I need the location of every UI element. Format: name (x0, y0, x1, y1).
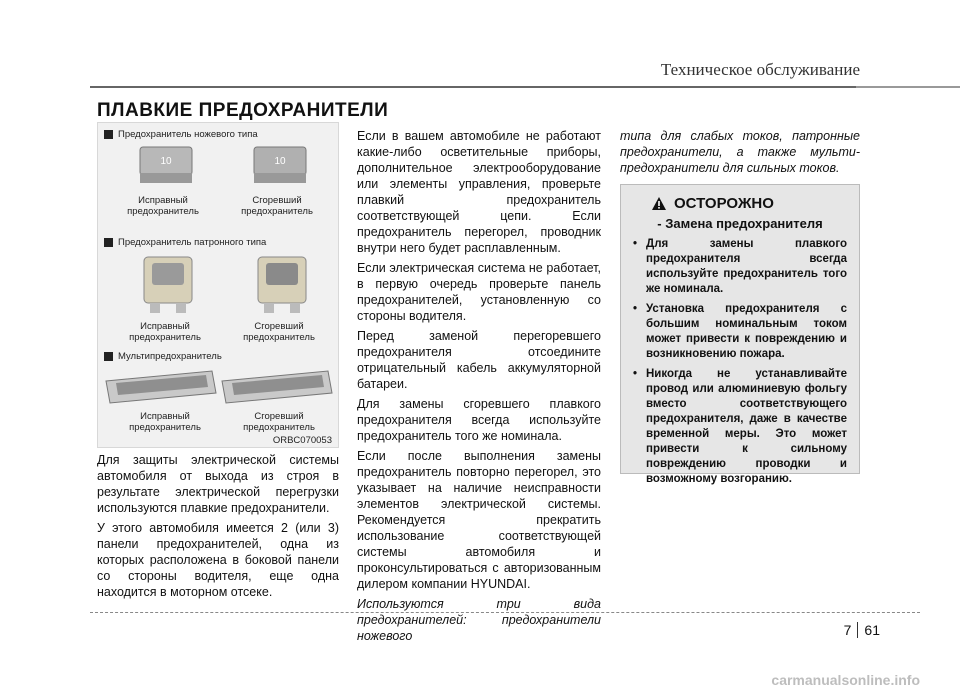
good-fuse-label: Исправный предохранитель (129, 321, 201, 343)
paragraph: Если после выполнения замены предохранитель повторно перегорел, это указывает на наличие неисправности элементов электрической системы. Рекомендуется прекратить использование соответствующей системы автомобиля и проконсультироваться с авторизованным дилером компании HYUNDAI. (357, 449, 601, 591)
page-number-value: 61 (864, 622, 880, 638)
good-fuse-label: Исправный предохранитель (129, 411, 201, 433)
warning-item: • Никогда не устанавливайте провод или алюминиевую фольгу вместо соответствующего предохранителя, даже в качестве временной меры. Это может привести к сильному повреждению проводки и возможному возгоранию. (633, 367, 847, 487)
section-title: ПЛАВКИЕ ПРЕДОХРАНИТЕЛИ (97, 100, 389, 121)
paragraph: Для замены сгоревшего плавкого предохранителя всегда используйте предохранитель того же номинала. (357, 397, 601, 443)
chapter-number: 7 (843, 622, 852, 638)
caption-text: Мультипредохранитель (118, 351, 222, 362)
good-multi-fuse-image (102, 367, 220, 407)
paragraph: У этого автомобиля имеется 2 (или 3) панели предохранителей, одна из которых расположена в боковой панели со стороны водителя, еще одна находится в моторном отсеке. (97, 521, 339, 599)
header-tab (856, 86, 960, 88)
warning-triangle-icon (651, 196, 667, 211)
blown-fuse-label: Сгоревший предохранитель (243, 321, 315, 343)
square-bullet-icon (104, 352, 113, 361)
paragraph: типа для слабых токов, патронные предохранители, а также мульти-предохранители для сильных токов. (620, 129, 860, 175)
right-text (620, 128, 860, 180)
blown-fuse-label: Сгоревший предохранитель (243, 411, 315, 433)
page-number-separator (857, 622, 858, 638)
blown-fuse-label: Сгоревший предохранитель (241, 195, 313, 217)
paragraph: Если в вашем автомобиле не работают какие-либо осветительные приборы, дополнительное электрооборудование или элементы управления, проверьте плавкий предохранитель соответствующей цепи. Если предохранитель перегорел, проводник внутри него будет расплавленным. (357, 129, 601, 255)
cartridge-fuse-caption (104, 237, 266, 248)
paragraph: Если электрическая система не работает, в первую очередь проверьте панель предохранителей, установленную со стороны водителя. (357, 261, 601, 323)
header-rule (90, 86, 860, 88)
fuse-figure (97, 122, 339, 448)
watermark: carmanualsonline.info (771, 672, 920, 688)
multi-fuse-caption (104, 351, 222, 362)
warning-box (620, 184, 860, 485)
warning-title (651, 195, 847, 212)
fuse-marking-text: 10 (274, 156, 286, 167)
running-header: Техническое обслуживание (660, 60, 860, 79)
good-fuse-label: Исправный предохранитель (127, 195, 199, 217)
blown-multi-fuse-image (218, 367, 336, 407)
caption-text: Предохранитель патронного типа (118, 237, 267, 248)
warning-list (633, 237, 847, 487)
good-blade-fuse-image (136, 143, 196, 188)
page-number (844, 622, 880, 638)
paragraph: Используются три вида предохранителей: предохранители ножевого (357, 597, 601, 643)
blown-blade-fuse-image (250, 143, 310, 188)
warning-item: • Установка предохранителя с большим номинальным током может привести к повреждению и возникновению пожара. (633, 302, 847, 362)
warning-item: • Для замены плавкого предохранителя всегда используйте предохранитель того же номинала. (633, 237, 847, 297)
caption-text: Предохранитель ножевого типа (118, 129, 258, 140)
warning-subtitle: - Замена предохранителя (657, 216, 823, 231)
left-text-column (97, 452, 339, 604)
square-bullet-icon (104, 130, 113, 139)
footer-rule (90, 612, 920, 613)
warning-title-text: ОСТОРОЖНО (674, 195, 774, 212)
fuse-marking-text: 10 (160, 156, 172, 167)
good-cartridge-fuse-image (138, 253, 198, 315)
middle-text-column (357, 128, 601, 648)
blown-cartridge-fuse-image (252, 253, 312, 315)
blade-fuse-caption (104, 129, 258, 140)
paragraph: Для защиты электрической системы автомобиля от выхода из строя в результате электрической перегрузки используются плавкие предохранители. (97, 453, 339, 515)
paragraph: Перед заменой перегоревшего предохранителя отсоедините отрицательный кабель аккумуляторной батареи. (357, 329, 601, 391)
figure-code: ORBC070053 (272, 435, 332, 446)
square-bullet-icon (104, 238, 113, 247)
